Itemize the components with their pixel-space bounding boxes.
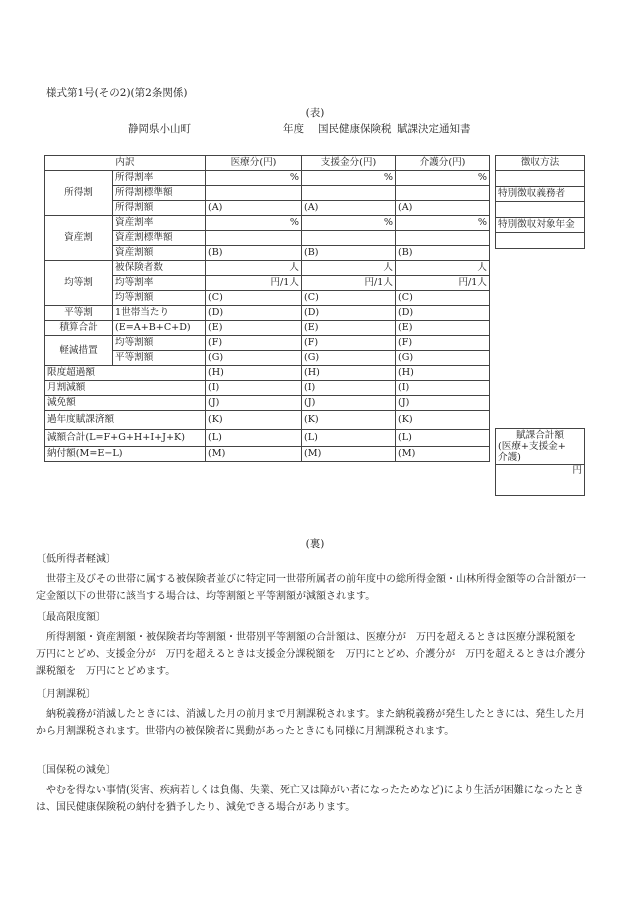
row-label: 納付額(M=E−L) — [45, 447, 206, 462]
cell-care: (K) — [396, 411, 490, 430]
row-label: 所得割標準額 — [113, 186, 206, 201]
row-label: 資産割標準額 — [113, 231, 206, 246]
cell-care: % — [396, 216, 490, 231]
table-row — [45, 216, 490, 231]
cell-support: (L) — [302, 430, 396, 447]
cell-support: (K) — [302, 411, 396, 430]
cell-medical: % — [206, 216, 302, 231]
cell-care: (F) — [396, 336, 490, 351]
row-label: 均等割率 — [113, 276, 206, 291]
header-medical: 医療分(円) — [206, 156, 302, 171]
section-limit-body: 所得割額・資産割額・被保険者均等割額・世帯別平等割額の合計額は、医療分が 万円を超えるときは医療分課税額を 万円にとどめ、支援金分が 万円を超えるときは支援金分課税額を 万円にとどめ、介護分が 万円を超えるときは介護分課税額を 万円にとどめます。 — [36, 632, 586, 677]
row-label: 資産割率 — [113, 216, 206, 231]
row-label: 月割減額 — [45, 381, 206, 396]
table-row — [45, 430, 490, 447]
cell-care: (J) — [396, 396, 490, 411]
cell-support: (F) — [302, 336, 396, 351]
cell-support: (G) — [302, 351, 396, 366]
cell-medical: (D) — [206, 306, 302, 321]
assessment-total-table — [495, 428, 585, 496]
cell-medical: (A) — [206, 201, 302, 216]
table-row — [45, 321, 490, 336]
form-number-label: 様式第1号(その2)(第2条関係) — [46, 87, 188, 99]
group-household: 平等割 — [45, 306, 113, 321]
cell-support: 円/1人 — [302, 276, 396, 291]
cell-support: (B) — [302, 246, 396, 261]
cell-care: (G) — [396, 351, 490, 366]
row-label: 平等割額 — [113, 351, 206, 366]
cell-medical: (K) — [206, 411, 302, 430]
collection-method-header: 徴収方法 — [496, 156, 585, 171]
cell-medical: 人 — [206, 261, 302, 276]
cell-care: 円/1人 — [396, 276, 490, 291]
cell-medical: 円/1人 — [206, 276, 302, 291]
document-title: 賦課決定通知書 — [397, 123, 471, 135]
cell-care: (M) — [396, 447, 490, 462]
section-low-income-body: 世帯主及びその世帯に属する被保険者並びに特定同一世帯所属者の前年度中の総所得金額・山林所得金額等の合計額が一定金額以下の世帯に該当する場合は、均等割額と平等割額が減額されます。 — [36, 574, 586, 602]
cell-medical: (E) — [206, 321, 302, 336]
cell-support: (A) — [302, 201, 396, 216]
table-row — [45, 306, 490, 321]
group-income: 所得割 — [45, 171, 113, 216]
row-label: 減免額 — [45, 396, 206, 411]
cell-care: (B) — [396, 246, 490, 261]
special-collector-value — [496, 202, 585, 218]
cell-medical: (J) — [206, 396, 302, 411]
table-row — [45, 336, 490, 351]
back-side-label: (裏) — [305, 538, 325, 550]
cell-medical: (H) — [206, 366, 302, 381]
cell-care — [396, 231, 490, 246]
cell-care: (L) — [396, 430, 490, 447]
cell-support: % — [302, 171, 396, 186]
row-label: 被保険者数 — [113, 261, 206, 276]
tax-name: 国民健康保険税 — [318, 123, 392, 135]
cell-care: (E) — [396, 321, 490, 336]
group-total: 積算合計 — [45, 321, 113, 336]
section-exemption-body: やむを得ない事情(災害、疾病若しくは負傷、失業、死亡又は障がい者になったためなど)により生活が困難になったときは、国民健康保険税の納付を猶予したり、減免できる場合があります。 — [36, 785, 584, 813]
row-label: 均等割額 — [113, 291, 206, 306]
table-row — [45, 381, 490, 396]
row-label: 均等割額 — [113, 336, 206, 351]
group-reduction: 軽減措置 — [45, 336, 113, 366]
cell-support: (E) — [302, 321, 396, 336]
cell-support: (H) — [302, 366, 396, 381]
cell-medical: (L) — [206, 430, 302, 447]
cell-medical: (C) — [206, 291, 302, 306]
table-row — [45, 396, 490, 411]
cell-medical: (F) — [206, 336, 302, 351]
header-support: 支援金分(円) — [302, 156, 396, 171]
cell-care: % — [396, 171, 490, 186]
assessment-total-value: 円 — [496, 465, 585, 496]
row-label: 所得割率 — [113, 171, 206, 186]
table-row — [45, 171, 490, 186]
row-label: 1世帯当たり — [113, 306, 206, 321]
header-care: 介護分(円) — [396, 156, 490, 171]
collection-blank — [496, 171, 585, 187]
section-limit-title: 〔最高限度額〕 — [36, 612, 106, 623]
section-monthly-title: 〔月割課税〕 — [36, 689, 96, 700]
header-breakdown: 内訳 — [45, 156, 206, 171]
group-asset: 資産割 — [45, 216, 113, 261]
cell-medical: (B) — [206, 246, 302, 261]
section-monthly-body: 納税義務が消滅したときには、消滅した月の前月まで月割課税されます。また納税義務が発生したときには、発生した月から月割課税されます。世帯内の被保険者に異動があったときにも同様に月割課税されます。 — [36, 709, 586, 737]
cell-support: (M) — [302, 447, 396, 462]
special-collector-label: 特別徴収義務者 — [496, 187, 585, 202]
table-row — [45, 411, 490, 430]
cell-medical — [206, 186, 302, 201]
fiscal-year-label: 年度 — [283, 123, 304, 135]
cell-medical — [206, 231, 302, 246]
row-label: 減額合計(L=F+G+H+I+J+K) — [45, 430, 206, 447]
cell-medical: % — [206, 171, 302, 186]
cell-support: (J) — [302, 396, 396, 411]
cell-support — [302, 186, 396, 201]
cell-support: % — [302, 216, 396, 231]
section-low-income-title: 〔低所得者軽減〕 — [36, 554, 116, 565]
total-title: 賦課合計額 — [516, 430, 564, 441]
cell-medical: (G) — [206, 351, 302, 366]
assessment-table — [44, 155, 490, 462]
row-label: 過年度賦課済額 — [45, 411, 206, 430]
pension-value — [496, 233, 585, 249]
pension-label: 特別徴収対象年金 — [496, 218, 585, 233]
assessment-total-header — [496, 429, 585, 465]
cell-medical: (I) — [206, 381, 302, 396]
cell-support: 人 — [302, 261, 396, 276]
cell-support: (D) — [302, 306, 396, 321]
cell-care: 人 — [396, 261, 490, 276]
table-row — [45, 447, 490, 462]
table-row — [45, 366, 490, 381]
cell-support: (C) — [302, 291, 396, 306]
collection-method-table — [495, 155, 585, 249]
cell-care — [396, 186, 490, 201]
group-per-capita: 均等割 — [45, 261, 113, 306]
cell-medical: (M) — [206, 447, 302, 462]
municipality-name: 静岡県小山町 — [128, 123, 191, 135]
row-label: 限度超過額 — [45, 366, 206, 381]
cell-care: (H) — [396, 366, 490, 381]
cell-support: (I) — [302, 381, 396, 396]
total-detail: (医療+支援金+ — [498, 441, 566, 452]
row-label: (E=A+B+C+D) — [113, 321, 206, 336]
table-header-row — [45, 156, 490, 171]
cell-care: (A) — [396, 201, 490, 216]
row-label: 所得割額 — [113, 201, 206, 216]
table-row — [45, 261, 490, 276]
total-detail-2: 介護) — [498, 452, 521, 463]
row-label: 資産割額 — [113, 246, 206, 261]
cell-care: (C) — [396, 291, 490, 306]
cell-care: (I) — [396, 381, 490, 396]
cell-support — [302, 231, 396, 246]
cell-care: (D) — [396, 306, 490, 321]
section-exemption-title: 〔国保税の減免〕 — [36, 765, 116, 776]
front-side-label: (表) — [305, 107, 325, 119]
